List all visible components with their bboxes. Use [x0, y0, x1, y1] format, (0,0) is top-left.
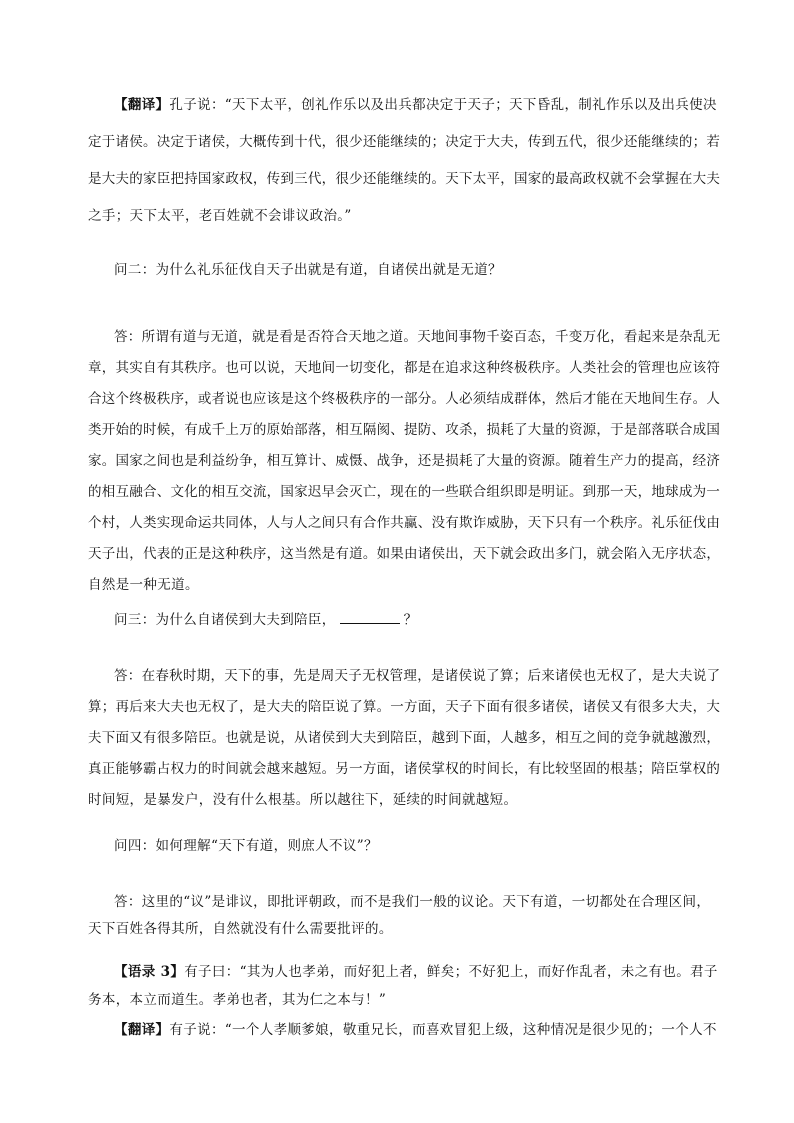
text-line: 答：在春秋时期，天下的事，先是周天子无权管理，是诸侯说了算；后来诸侯也无权了，是大夫说了 [114, 668, 721, 684]
text-line: 定于诸侯。决定于诸侯，大概传到十代，很少还能继续的；决定于大夫，传到五代，很少还能继续的；若 [88, 134, 721, 150]
translation-label: 【翻译】 [114, 1022, 170, 1038]
text-line: 是大夫的家臣把持国家政权，传到三代，很少还能继续的。天下太平，国家的最高政权就不会掌握在大夫 [88, 171, 721, 187]
text-line: 答：所谓有道与无道，就是看是否符合天地之道。天地间事物千姿百态，千变万化，看起来是杂乱无 [114, 329, 721, 345]
line-text: 有子说：“一个人孝顺爹娘，敬重兄长，而喜欢冒犯上级，这种情况是很少见的；一个人不 [169, 1022, 717, 1038]
text-line: 天子出，代表的正是这种秩序，这当然是有道。如果由诸侯出，天下就会政出多门，就会陷入无序状态， [88, 546, 721, 562]
text-line: 合这个终极秩序，或者说也应该是这个终极秩序的一部分。人必须结成群体，然后才能在天地间生存。人 [88, 391, 721, 407]
answer-blank [340, 610, 400, 624]
text-line [114, 95, 717, 115]
line-text: 有子曰：“其为人也孝弟，而好犯上者，鲜矣；不好犯上，而好作乱者，未之有也。君子 [184, 964, 718, 980]
text-line: 夫下面又有很多陪臣。也就是说，从诸侯到大夫到陪臣，越到下面，人越多，相互之间的竞争就越激烈， [88, 730, 721, 746]
question-3-text: 问三：为什么自诸侯到大夫到陪臣， [114, 612, 336, 628]
text-line: 家。国家之间也是利益纷争，相互算计、威慑、战争，还是损耗了大量的资源。随着生产力的提高，经济 [88, 453, 721, 469]
text-line: 时间短，是暴发户，没有什么根基。所以越往下，延续的时间就越短。 [88, 792, 518, 808]
translation-label: 【翻译】 [114, 97, 170, 113]
text-line: 自然是一种无道。 [88, 577, 199, 593]
text-line: 算；再后来大夫也无权了，是大夫的陪臣说了算。一方面，天子下面有很多诸侯，诸侯又有很多大夫，大 [88, 699, 721, 715]
text-line: 答：这里的“议”是诽议，即批评朝政，而不是我们一般的议论。天下有道，一切都处在合理区间， [114, 894, 711, 910]
text-line: 天下百姓各得其所，自然就没有什么需要批评的。 [88, 921, 393, 937]
text-line: 章，其实自有其秩序。也可以说，天地间一切变化，都是在追求这种终极秩序。人类社会的管理也应该符 [88, 360, 721, 376]
question-text [114, 610, 417, 630]
question-text: 问四：如何理解“天下有道，则庶人不议”？ [114, 838, 378, 854]
question-3-mark: ？ [403, 612, 418, 628]
text-line: 之手；天下太平，老百姓就不会诽议政治。” [88, 208, 352, 224]
line-text: 孔子说：“天下太平，创礼作乐以及出兵都决定于天子；天下昏乱，制礼作乐以及出兵使决 [169, 97, 717, 113]
text-line: 的相互融合、文化的相互交流，国家迟早会灭亡，现在的一些联合组织即是明证。到那一天，地球成为一 [88, 484, 721, 500]
question-text: 问二：为什么礼乐征伐自天子出就是有道，自诸侯出就是无道？ [114, 262, 502, 278]
quote-label: 【语录 3】 [114, 964, 185, 980]
text-line: 真正能够霸占权力的时间就会越来越短。另一方面，诸侯掌权的时间长，有比较坚固的根基；陪臣掌权的 [88, 761, 721, 777]
text-line: 类开始的时候，有成千上万的原始部落，相互隔阂、提防、攻杀，损耗了大量的资源，于是部落联合成国 [88, 422, 721, 438]
text-line: 务本，本立而道生。孝弟也者，其为仁之本与！” [88, 992, 387, 1008]
text-line [114, 1020, 717, 1040]
text-line: 个村，人类实现命运共同体，人与人之间只有合作共赢、没有欺诈威胁，天下只有一个秩序。礼乐征伐由 [88, 515, 721, 531]
text-line [114, 962, 718, 982]
